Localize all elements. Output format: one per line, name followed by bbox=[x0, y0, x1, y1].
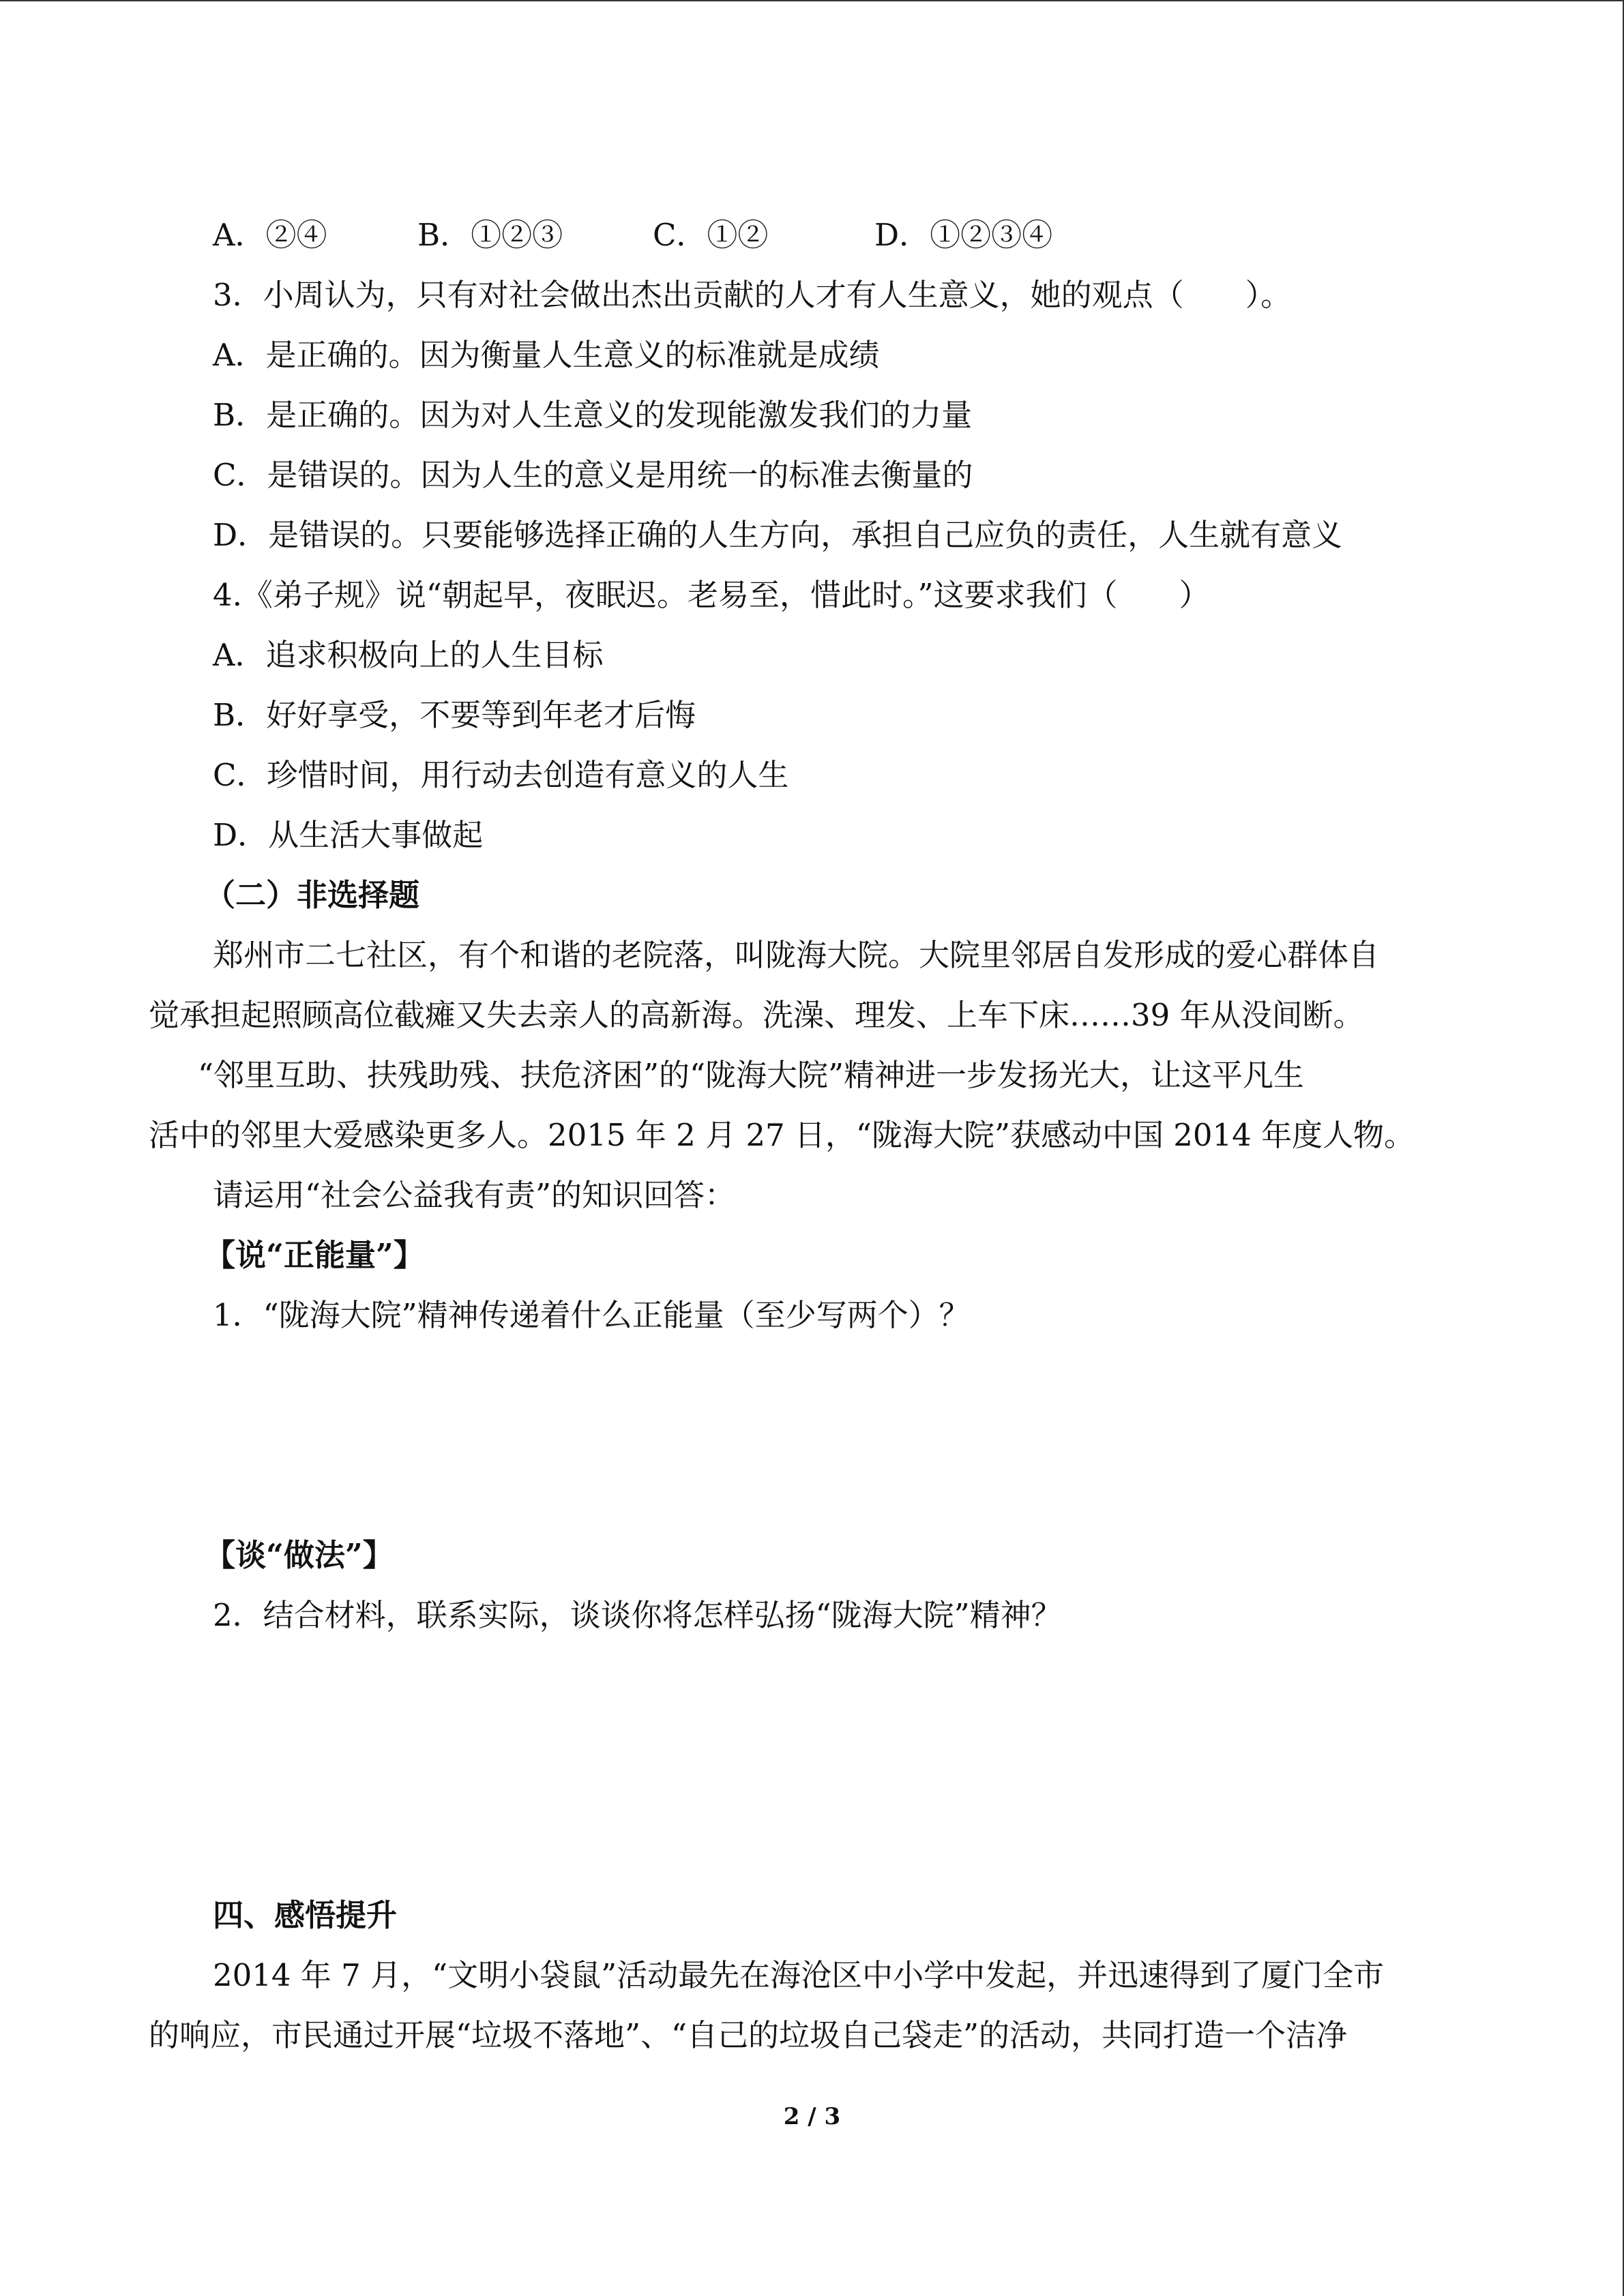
section-heading-nonchoice: （二）非选择题 bbox=[205, 877, 420, 913]
page-border-top bbox=[0, 0, 1624, 1]
page-number: 2 / 3 bbox=[783, 2103, 841, 2130]
q4-option-a: A．追求积极向上的人生目标 bbox=[213, 637, 604, 673]
q4-stem: 4.《弟子规》说“朝起早，夜眠迟。老易至，惜此时。”这要求我们（ ） bbox=[213, 577, 1210, 613]
answer-space-2[interactable] bbox=[213, 1647, 1441, 1872]
sub1-title: 【说“正能量”】 bbox=[205, 1237, 424, 1273]
q2-option-d: D．①②③④ bbox=[874, 217, 1053, 253]
material-para2-line2: 活中的邻里大爱感染更多人。2015 年 2 月 27 日，“陇海大院”获感动中国 2014 年度人物。 bbox=[149, 1117, 1415, 1153]
q3-option-d: D．是错误的。只要能够选择正确的人生方向，承担自己应负的责任，人生就有意义 bbox=[213, 517, 1343, 553]
q2-options-row bbox=[213, 215, 1052, 256]
q2-option-a: A．②④ bbox=[213, 217, 327, 253]
answer-space-1[interactable] bbox=[213, 1347, 1441, 1510]
material-para2-line1: “邻里互助、扶残助残、扶危济困”的“陇海大院”精神进一步发扬光大，让这平凡生 bbox=[198, 1057, 1305, 1093]
q4-option-d: D．从生活大事做起 bbox=[213, 817, 484, 853]
section4-line2: 的响应，市民通过开展“垃圾不落地”、“自己的垃圾自己袋走”的活动，共同打造一个洁净 bbox=[149, 2017, 1348, 2053]
q4-option-c: C．珍惜时间，用行动去创造有意义的人生 bbox=[213, 757, 789, 793]
question-prompt: 请运用“社会公益我有责”的知识回答： bbox=[213, 1177, 736, 1213]
q4-option-b: B．好好享受，不要等到年老才后悔 bbox=[213, 697, 696, 733]
q3-option-c: C．是错误的。因为人生的意义是用统一的标准去衡量的 bbox=[213, 457, 973, 493]
q3-option-a: A．是正确的。因为衡量人生意义的标准就是成绩 bbox=[213, 337, 880, 373]
section-heading-four: 四、感悟提升 bbox=[213, 1897, 398, 1933]
q3-option-b: B．是正确的。因为对人生意义的发现能激发我们的力量 bbox=[213, 397, 973, 433]
section4-line1: 2014 年 7 月，“文明小袋鼠”活动最先在海沧区中小学中发起，并迅速得到了厦门全市 bbox=[213, 1957, 1385, 1993]
sub2-title: 【谈“做法”】 bbox=[205, 1537, 394, 1573]
q2-option-b: B．①②③ bbox=[417, 217, 563, 253]
q3-stem: 3．小周认为，只有对社会做出杰出贡献的人才有人生意义，她的观点（ ）。 bbox=[213, 277, 1292, 313]
sub2-question: 2．结合材料，联系实际，谈谈你将怎样弘扬“陇海大院”精神？ bbox=[213, 1597, 1062, 1633]
sub1-question: 1．“陇海大院”精神传递着什么正能量（至少写两个）？ bbox=[213, 1297, 970, 1333]
q2-option-c: C．①② bbox=[653, 217, 769, 253]
material-para1-line2: 觉承担起照顾高位截瘫又失去亲人的高新海。洗澡、理发、上车下床……39 年从没间断。 bbox=[149, 997, 1364, 1033]
material-para1-line1: 郑州市二七社区，有个和谐的老院落，叫陇海大院。大院里邻居自发形成的爱心群体自 bbox=[213, 937, 1380, 973]
